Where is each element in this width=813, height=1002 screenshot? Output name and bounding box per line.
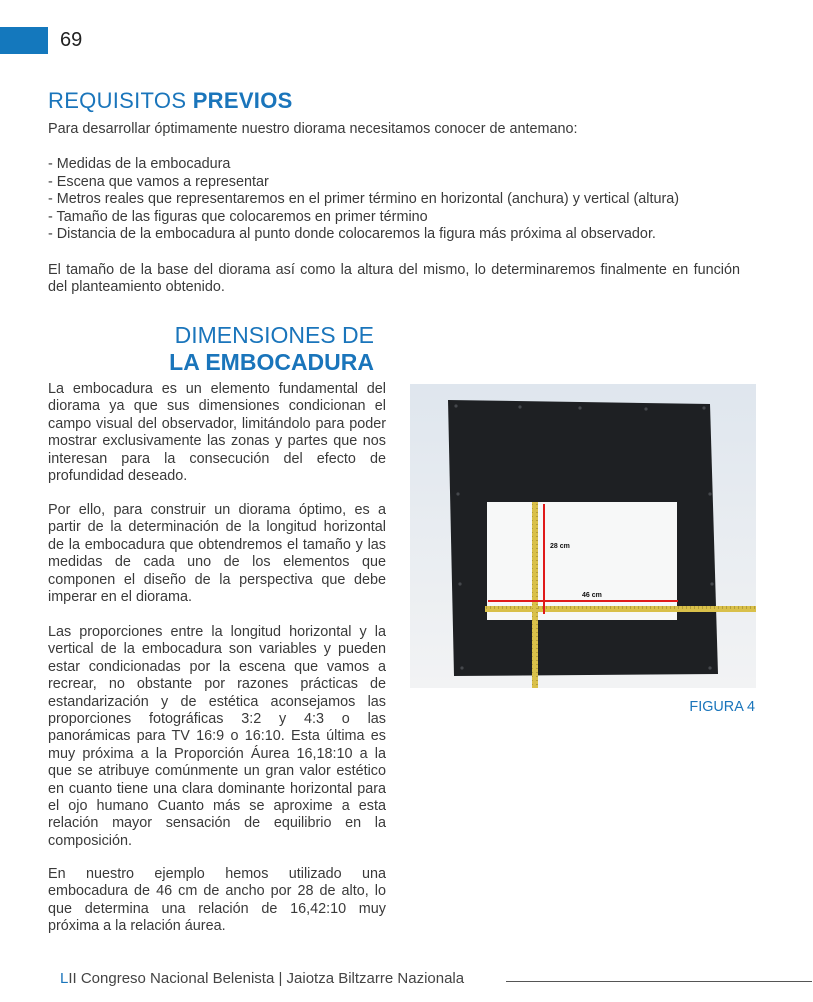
section-title-dimensiones (169, 322, 374, 376)
title-line-1: DIMENSIONES DE (174, 322, 374, 348)
list-item: - Distancia de la embocadura al punto donde colocaremos la figura más próxima al observador. (48, 226, 656, 243)
body-paragraph: En nuestro ejemplo hemos utilizado una embocadura de 46 cm de ancho por 28 de alto, lo que determina una relación de 16,42:10 muy próxima a la relación áurea. (48, 866, 386, 935)
figure-caption: FIGURA 4 (689, 699, 755, 715)
embocadura-illustration (410, 384, 756, 688)
body-paragraph: La embocadura es un elemento fundamental del diorama ya que sus dimensiones condicionan el campo visual del observador, limitándolo para poder mostrar exclusivamente las zonas y partes que nos interesan para la consecución del efecto de profundidad deseado. (48, 381, 386, 485)
page-number: 69 (60, 29, 83, 51)
footer-text: II Congreso Nacional Belenista | Jaiotza Biltzarre Nazionala (68, 970, 465, 987)
footer-prefix: L (60, 970, 69, 987)
page-tab (0, 27, 48, 54)
requirements-list (48, 156, 768, 244)
list-item: - Escena que vamos a representar (48, 173, 269, 190)
intro-paragraph: Para desarrollar óptimamente nuestro diorama necesitamos conocer de antemano: (48, 121, 578, 137)
body-paragraph: Por ello, para construir un diorama óptimo, es a partir de la determinación de la longitud horizontal de la embocadura que obtendremos el tamaño y las medidas de cada uno de los elementos que componen el diseño de la perspectiva que debe imperar en el diorama. (48, 502, 386, 606)
title-line-2: LA EMBOCADURA (169, 349, 374, 375)
width-label: 46 cm (582, 592, 602, 599)
section-title-requisitos (48, 88, 293, 114)
height-label: 28 cm (550, 543, 570, 550)
title-regular: REQUISITOS (48, 88, 193, 113)
horizontal-tape (485, 606, 756, 612)
figure-photo (410, 384, 756, 688)
closing-paragraph: El tamaño de la base del diorama así como la altura del mismo, lo determinaremos finalmente en función del planteamiento obtenido. (48, 262, 740, 296)
title-bold: PREVIOS (192, 88, 293, 113)
list-item: - Medidas de la embocadura (48, 156, 231, 172)
vertical-tape (532, 502, 538, 688)
body-paragraph: Las proporciones entre la longitud horizontal y la vertical de la embocadura son variables y pueden estar condicionadas por la escena que vamos a recrear, no obstante por razones prácticas de estandarización y de estética aconsejamos las proporciones fotográficas 3:2 y 4:3 o las panorámicas para TV 16:9 o 16:10. Esta última es muy próxima a la Proporción Áurea 16,18:10 a la que se atribuye comúnmente un gran valor estético en cuanto tiene una clara dominante horizontal para el ojo humano Cuanto más se aproxime a esta relación mayor sensación de equilibrio en la composición. (48, 624, 386, 849)
list-item: - Tamaño de las figuras que colocaremos en primer término (48, 208, 428, 225)
list-item: - Metros reales que representaremos en el primer término en horizontal (anchura) y vertical (altura) (48, 191, 680, 208)
footer-rule (506, 981, 812, 982)
footer (60, 970, 464, 987)
window-opening (487, 502, 677, 620)
